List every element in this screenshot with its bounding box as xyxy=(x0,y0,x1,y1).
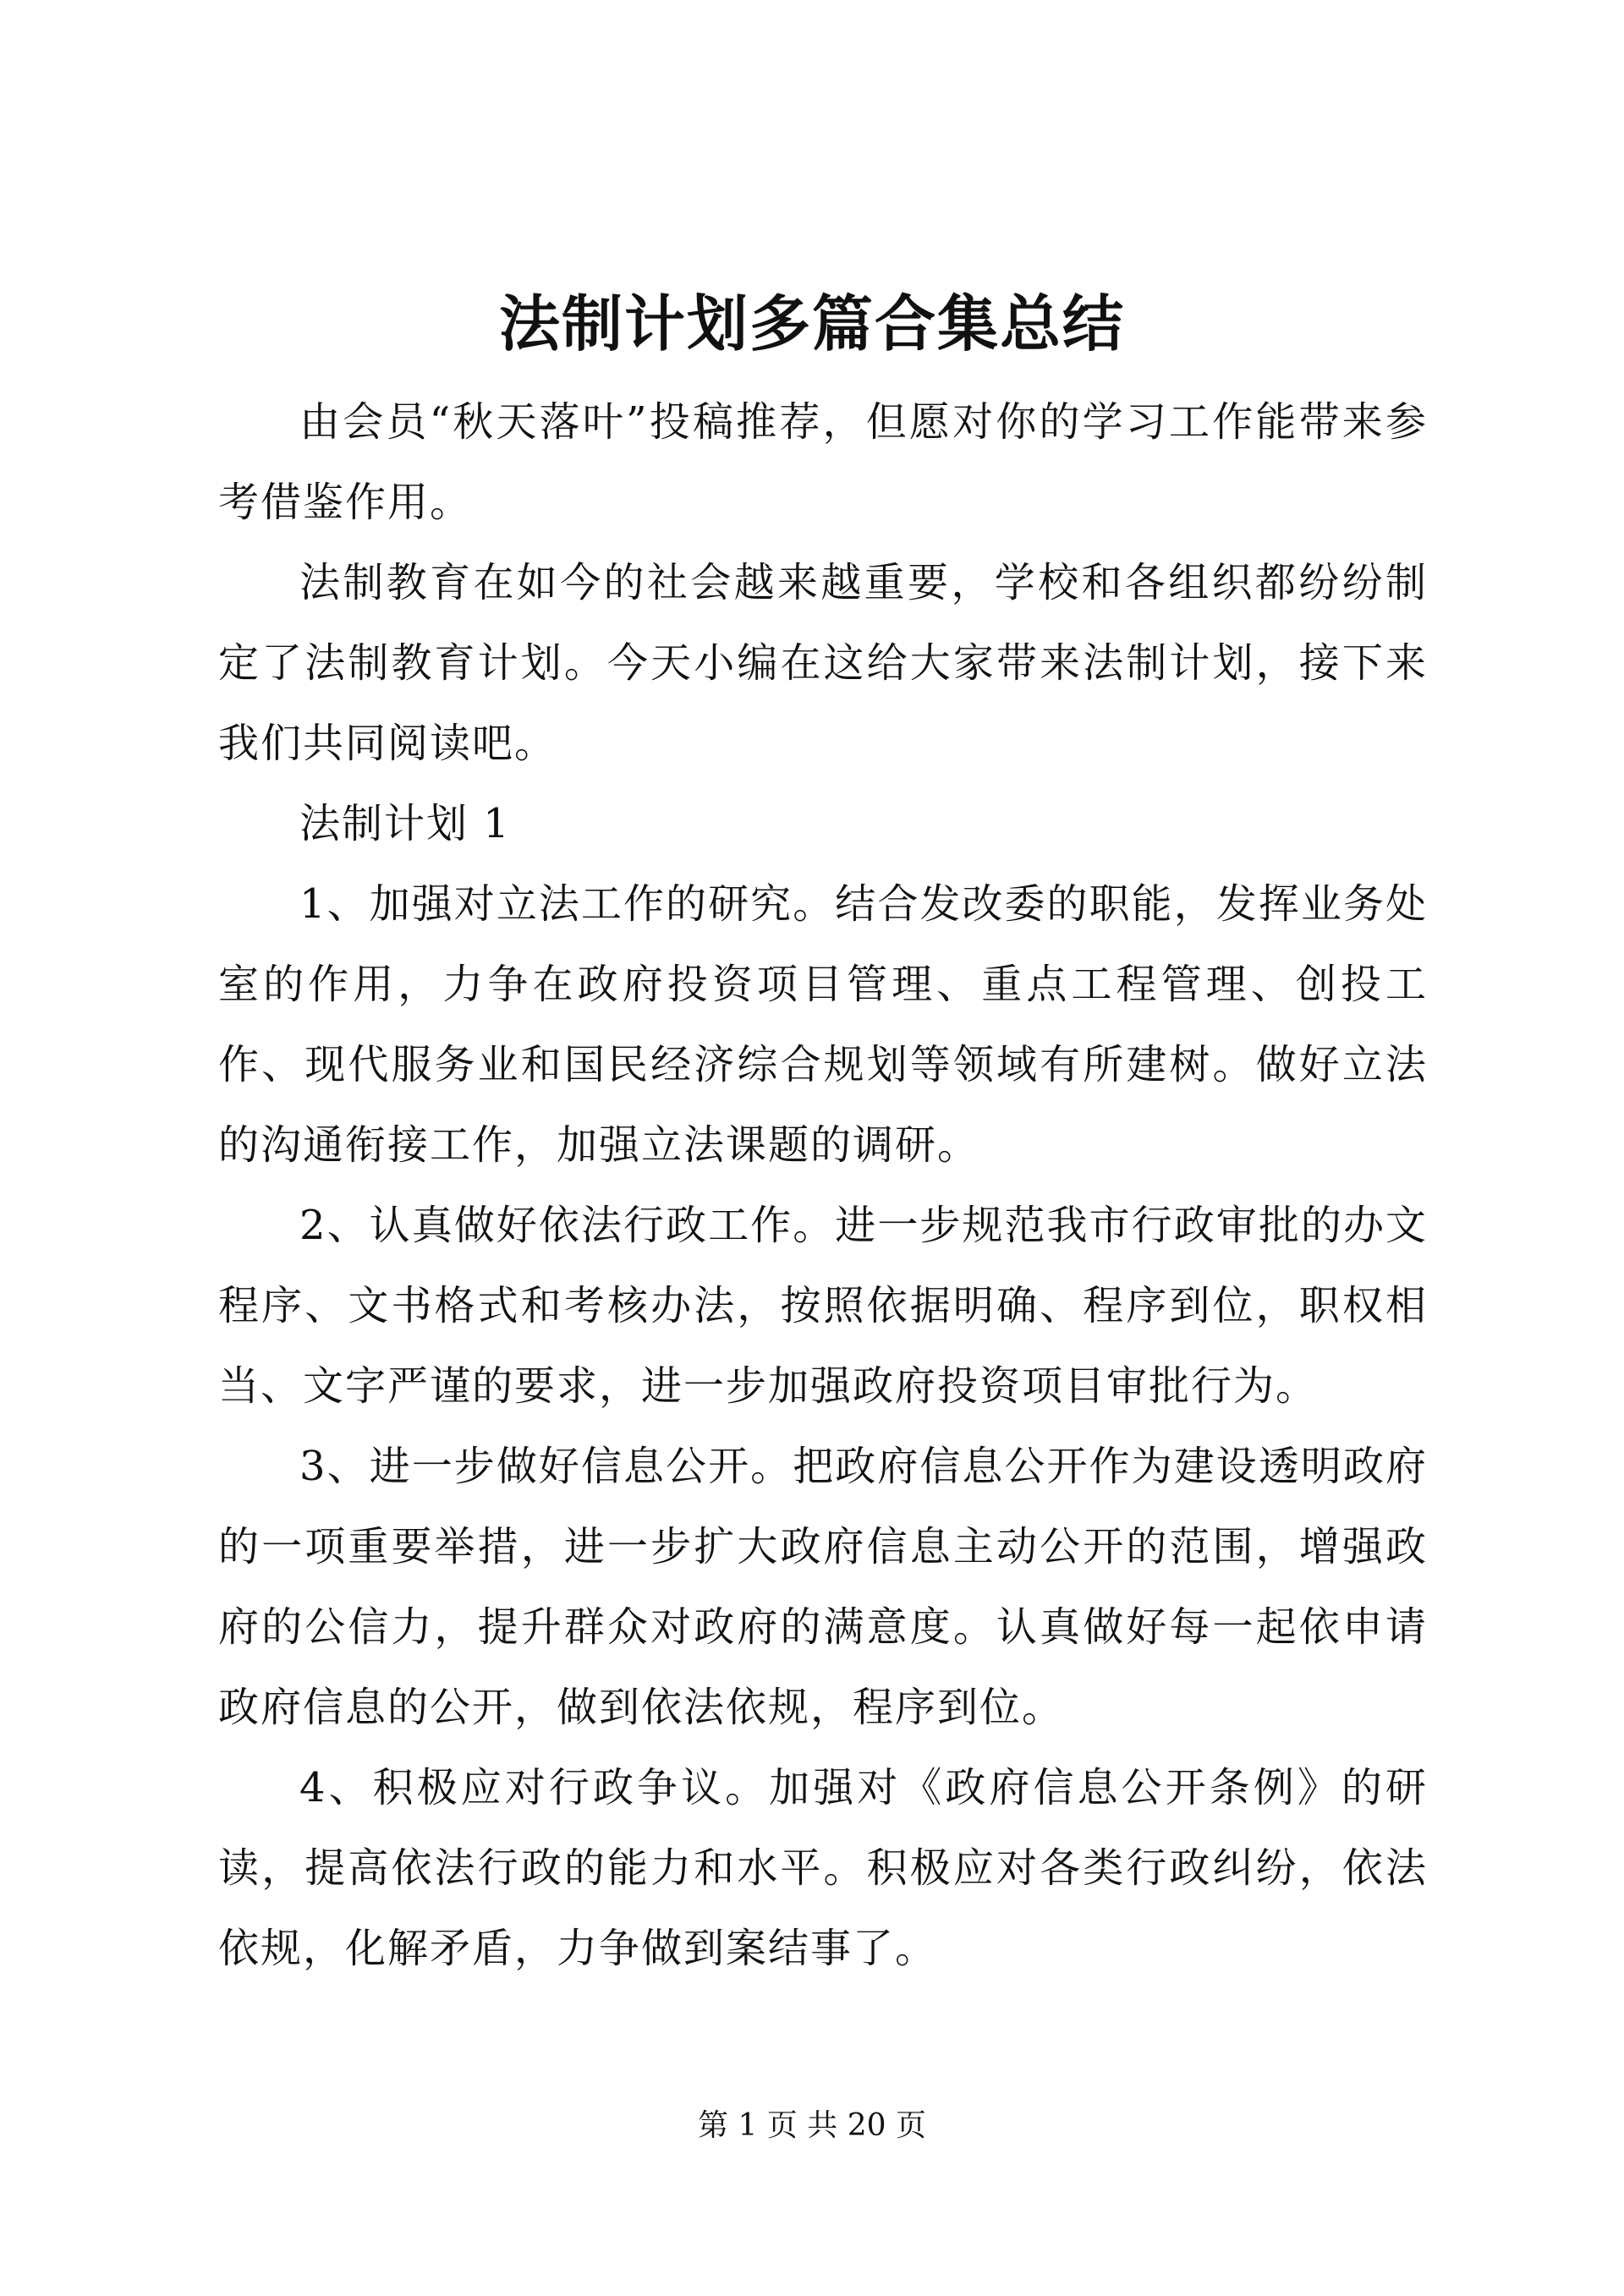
paragraph-intro: 由会员“秋天落叶”投稿推荐，但愿对你的学习工作能带来参考借鉴作用。 xyxy=(218,398,1428,526)
paragraph-item-4: 4、积极应对行政争议。加强对《政府信息公开条例》的研读，提高依法行政的能力和水平。积极应对各类行政纠纷，依法依规，化解矛盾，力争做到案结事了。 xyxy=(218,1764,1428,1972)
section-heading: 法制计划 1 xyxy=(299,800,511,847)
document-body xyxy=(218,382,1428,1989)
paragraph-item-2: 2、认真做好依法行政工作。进一步规范我市行政审批的办文程序、文书格式和考核办法，按照依据明确、程序到位，职权相当、文字严谨的要求，进一步加强政府投资项目审批行为。 xyxy=(218,1202,1428,1410)
paragraph-preface: 法制教育在如今的社会越来越重要，学校和各组织都纷纷制定了法制教育计划。今天小编在这给大家带来法制计划，接下来我们共同阅读吧。 xyxy=(218,559,1428,767)
page-footer: 第 1 页 共 20 页 xyxy=(698,2108,926,2143)
paragraph-item-1: 1、加强对立法工作的研究。结合发改委的职能，发挥业务处室的作用，力争在政府投资项目管理、重点工程管理、创投工作、现代服务业和国民经济综合规划等领域有所建树。做好立法的沟通衔接工作，加强立法课题的调研。 xyxy=(218,880,1428,1169)
paragraph-item-3: 3、进一步做好信息公开。把政府信息公开作为建设透明政府的一项重要举措，进一步扩大政府信息主动公开的范围，增强政府的公信力，提升群众对政府的满意度。认真做好每一起依申请政府信息的公开，做到依法依规，程序到位。 xyxy=(218,1443,1428,1731)
document-title: 法制计划多篇合集总结 xyxy=(498,288,1125,359)
